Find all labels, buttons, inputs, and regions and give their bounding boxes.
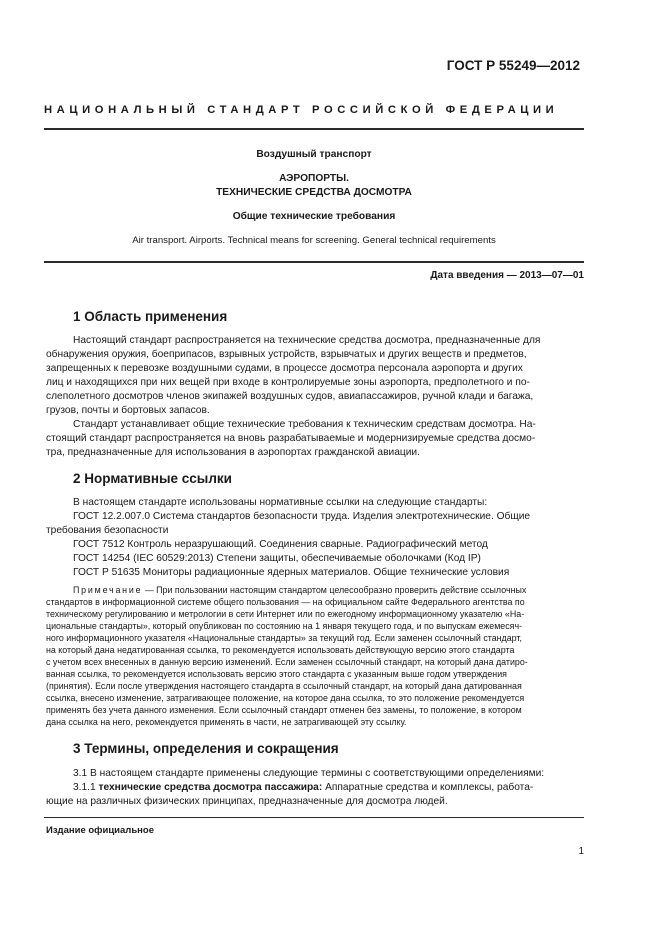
section-2-line: ГОСТ 14254 (IEC 60529:2013) Степени защиты, обеспечиваемые оболочками (Код IP) bbox=[73, 553, 481, 564]
footer-rule bbox=[44, 817, 584, 818]
note-line: ного информационного указателя «Национальные стандарты» за текущий год. Если заменен ссылочный стандарт, bbox=[46, 633, 522, 643]
section-3-heading: 3 Термины, определения и сокращения bbox=[73, 741, 339, 756]
term-definition-line bbox=[73, 781, 533, 795]
note-line: на который дана недатированная ссылка, то рекомендуется использовать действующую версию этого стандарта bbox=[46, 645, 515, 655]
english-title: Air transport. Airports. Technical means for screening. General technical requirements bbox=[132, 235, 496, 246]
official-edition-label: Издание официальное bbox=[46, 825, 154, 836]
introduction-date: Дата введения — 2013—07—01 bbox=[430, 270, 584, 281]
section-1-line: запрещенных к перевозке воздушными судами, в процессе досмотра персонала аэропорта и других bbox=[46, 363, 523, 374]
section-2-heading: 2 Нормативные ссылки bbox=[73, 471, 232, 486]
note-line: циональные стандарты», который опубликован по состоянию на 1 января текущего года, и по выпускам ежемесяч- bbox=[46, 621, 523, 631]
subtitle: Общие технические требования bbox=[232, 211, 396, 222]
section-2-line: ГОСТ Р 51635 Мониторы радиационные ядерных материалов. Общие технические условия bbox=[73, 567, 510, 578]
section-1-line: грузов, почты и бортовых запасов. bbox=[46, 405, 210, 416]
title-rule bbox=[44, 261, 584, 263]
note-line: ванная ссылка, то рекомендуется использовать версию этого стандарта с указанным выше годом утверждения bbox=[46, 669, 507, 679]
section-3-line: 3.1 В настоящем стандарте применены следующие термины с соответствующими определениями: bbox=[73, 768, 545, 779]
note-first-line bbox=[73, 584, 526, 596]
section-1-line: Настоящий стандарт распространяется на технические средства досмотра, предназначенные для bbox=[73, 335, 541, 346]
term-definition: Аппаратные средства и комплексы, работа- bbox=[322, 782, 534, 793]
section-1-line: Стандарт устанавливает общие технические требования к техническим средствам досмотра. На- bbox=[73, 419, 536, 430]
section-1-line: тра, предназначенные для использования в аэропортах гражданской авиации. bbox=[46, 447, 420, 458]
note-line: дана ссылка на него, рекомендуется применять в части, не затрагивающей эту ссылку. bbox=[46, 717, 407, 727]
section-2-line: В настоящем стандарте использованы нормативные ссылки на следующие стандарты: bbox=[73, 497, 488, 508]
section-1-heading: 1 Область применения bbox=[73, 309, 228, 324]
section-2-line: ГОСТ 7512 Контроль неразрушающий. Соединения сварные. Радиографический метод bbox=[73, 539, 488, 550]
term-name: технические средства досмотра пассажира: bbox=[98, 782, 323, 793]
note-line: применять без учета данного изменения. Если ссылочный стандарт отменен без замены, то положение, в котором bbox=[46, 705, 522, 715]
header-rule bbox=[44, 128, 584, 130]
field-title: Воздушный транспорт bbox=[256, 149, 372, 160]
section-1-line: лиц и находящихся при них вещей при входе в контролируемые зоны аэропорта, предполетного и по- bbox=[46, 377, 530, 388]
standard-code: ГОСТ Р 55249—2012 bbox=[446, 58, 580, 73]
national-standard-banner: НАЦИОНАЛЬНЫЙ СТАНДАРТ РОССИЙСКОЙ ФЕДЕРАЦИИ bbox=[44, 104, 559, 116]
page-number: 1 bbox=[578, 846, 584, 857]
section-1-line: стоящий стандарт распространяется на вновь разрабатываемые и модернизируемые средства досмо- bbox=[46, 433, 536, 444]
note-line: техническому регулированию и метрологии в сети Интернет или по ежегодному информационному указателю «На- bbox=[46, 609, 525, 619]
section-1-line: слеполетного досмотров членов экипажей воздушных судов, авиапассажиров, ручной клади и багажа, bbox=[46, 391, 534, 402]
note-line: с учетом всех внесенных в данную версию изменений. Если заменен ссылочный стандарт, на который дана датиро- bbox=[46, 657, 528, 667]
note-label: Примечание bbox=[73, 585, 143, 595]
note-line: (принятия). Если после утверждения настоящего стандарта в ссылочный стандарт, на который дана датированная bbox=[46, 681, 522, 691]
section-1-line: обнаружения оружия, боеприпасов, взрывных устройств, взрывчатых и других веществ и предметов, bbox=[46, 349, 527, 360]
section-3-line: ющие на различных физических принципах, предназначенные для досмотра людей. bbox=[46, 796, 448, 807]
main-title-line1: АЭРОПОРТЫ. bbox=[279, 173, 349, 184]
note-line: стандартов в информационной системе общего пользования — на официальном сайте Федерального агентства по bbox=[46, 597, 525, 607]
note-line: ссылка, внесено изменение, затрагивающее положение, на которое дана ссылка, то это положение рекомендуется bbox=[46, 693, 525, 703]
note-first-text: — При пользовании настоящим стандартом целесообразно проверить действие ссылочных bbox=[142, 585, 527, 595]
section-2-line: ГОСТ 12.2.007.0 Система стандартов безопасности труда. Изделия электротехнические. Общие bbox=[73, 511, 531, 522]
main-title-line2: ТЕХНИЧЕСКИЕ СРЕДСТВА ДОСМОТРА bbox=[216, 187, 412, 198]
term-number: 3.1.1 bbox=[73, 782, 99, 793]
section-2-line: требования безопасности bbox=[46, 525, 169, 536]
